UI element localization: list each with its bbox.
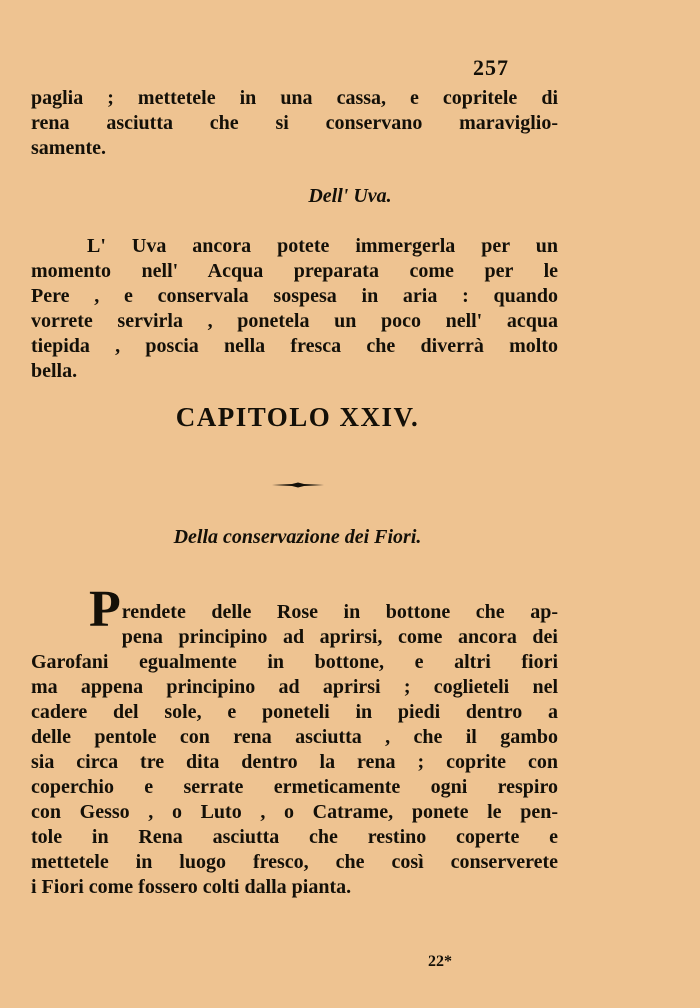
text-line: i Fiori come fossero colti dalla pianta. bbox=[31, 876, 352, 898]
text-line: Pere , e conservala sospesa in aria : quando bbox=[31, 285, 558, 307]
section-heading-uva: Dell' Uva. bbox=[308, 185, 392, 207]
text-line: tiepida , poscia nella fresca che diverrà molto bbox=[31, 335, 558, 357]
text-line: cadere del sole, e poneteli in piedi dentro a bbox=[31, 701, 558, 723]
text-line: mettetele in luogo fresco, che così conserverete bbox=[31, 851, 558, 873]
drop-cap: P bbox=[89, 581, 121, 638]
divider-ornament bbox=[272, 482, 324, 488]
text-line: momento nell' Acqua preparata come per le bbox=[31, 260, 558, 282]
page-number: 257 bbox=[473, 55, 509, 80]
text-line: bella. bbox=[31, 360, 78, 382]
text-line: samente. bbox=[31, 137, 106, 159]
section-heading-fiori: Della conservazione dei Fiori. bbox=[173, 526, 422, 548]
signature-mark: 22* bbox=[428, 953, 452, 970]
text-line: pena principino ad aprirsi, come ancora dei bbox=[121, 626, 558, 648]
text-line: con Gesso , o Luto , o Catrame, ponete le pen- bbox=[31, 801, 558, 823]
text-line: rena asciutta che si conservano maraviglio- bbox=[31, 112, 558, 134]
text-line: L' Uva ancora potete immergerla per un bbox=[87, 235, 558, 257]
text-line: delle pentole con rena asciutta , che il gambo bbox=[31, 726, 558, 748]
chapter-title: CAPITOLO XXIV. bbox=[175, 402, 420, 432]
text-line: rendete delle Rose in bottone che ap- bbox=[121, 601, 558, 623]
fiori-paragraph bbox=[31, 581, 558, 900]
uva-paragraph bbox=[31, 234, 558, 384]
intro-paragraph bbox=[31, 86, 558, 161]
text-line: paglia ; mettetele in una cassa, e copritele di bbox=[31, 87, 558, 109]
text-line: vorrete servirla , ponetela un poco nell' acqua bbox=[31, 310, 558, 332]
text-line: ma appena principino ad aprirsi ; coglieteli nel bbox=[31, 676, 558, 698]
text-line: coperchio e serrate ermeticamente ogni respiro bbox=[31, 776, 558, 798]
text-line: sia circa tre dita dentro la rena ; coprite con bbox=[31, 751, 558, 773]
text-line: tole in Rena asciutta che restino coperte e bbox=[31, 826, 558, 848]
text-line: Garofani egualmente in bottone, e altri fiori bbox=[31, 651, 558, 673]
